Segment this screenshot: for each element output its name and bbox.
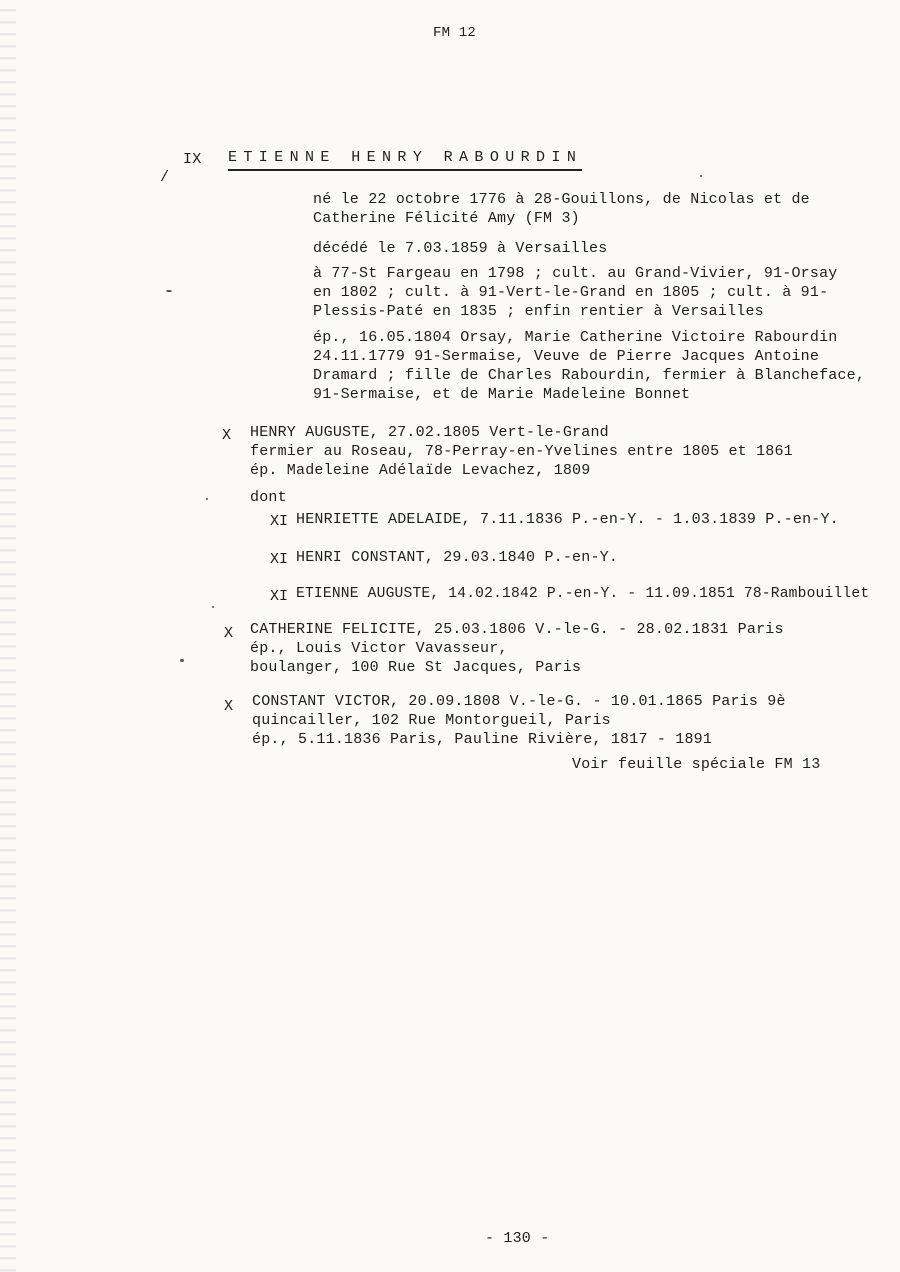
scan-edge-artifact [0,0,16,1272]
main-person-name: ETIENNE HENRY RABOURDIN [228,148,582,171]
scan-speck [212,606,214,608]
child-entry-catherine-felicite: CATHERINE FELICITE, 25.03.1806 V.-le-G. - 28.02.1831 Paris ép., Louis Victor Vavasseur, boulanger, 100 Rue St Jacques, Paris [250,621,784,676]
scan-speck [206,498,208,500]
page-number: - 130 - [485,1230,550,1247]
sheet-reference: FM 12 [433,25,477,41]
dont-label: dont [250,489,287,506]
margin-tick: / [160,169,170,186]
child-generation-marker: X [224,625,234,642]
child-generation-marker: X [222,427,232,444]
grandchild-entry-henriette-adelaide: HENRIETTE ADELAIDE, 7.11.1836 P.-en-Y. - 1.03.1839 P.-en-Y. [296,511,839,528]
generation-marker: IX [183,151,202,168]
career-paragraph: à 77-St Fargeau en 1798 ; cult. au Grand-Vivier, 91-Orsay en 1802 ; cult. à 91-Vert-le-Grand en 1805 ; cult. à 91- Plessis-Paté en 1835 ; enfin rentier à Versailles [313,265,838,320]
grandchild-generation-marker: XI [270,513,289,530]
scan-speck [166,290,172,292]
scan-speck [180,659,184,662]
child-entry-constant-victor: CONSTANT VICTOR, 20.09.1808 V.-le-G. - 10.01.1865 Paris 9è quincailler, 102 Rue Montorgueil, Paris ép., 5.11.1836 Paris, Pauline Rivière, 1817 - 1891 [252,693,786,748]
scan-speck [700,175,702,177]
grandchild-generation-marker: XI [270,551,289,568]
child-entry-henry-auguste: HENRY AUGUSTE, 27.02.1805 Vert-le-Grand fermier au Roseau, 78-Perray-en-Yvelines entre 1805 et 1861 ép. Madeleine Adélaïde Levachez, 1809 [250,424,793,479]
grandchild-entry-henri-constant: HENRI CONSTANT, 29.03.1840 P.-en-Y. [296,549,619,566]
marriage-paragraph: ép., 16.05.1804 Orsay, Marie Catherine Victoire Rabourdin 24.11.1779 91-Sermaise, Veuve de Pierre Jacques Antoine Dramard ; fille de Charles Rabourdin, fermier à Blancheface, 91-Sermaise, et de Marie Madeleine Bonnet [313,329,866,403]
grandchild-entry-etienne-auguste: ETIENNE AUGUSTE, 14.02.1842 P.-en-Y. - 11.09.1851 78-Rambouillet [296,586,870,602]
grandchild-generation-marker: XI [270,588,289,605]
birth-paragraph: né le 22 octobre 1776 à 28-Gouillons, de Nicolas et de Catherine Félicité Amy (FM 3) [313,191,810,227]
see-also-note: Voir feuille spéciale FM 13 [572,756,821,773]
child-generation-marker: X [224,698,234,715]
death-paragraph: décédé le 7.03.1859 à Versailles [313,240,608,257]
